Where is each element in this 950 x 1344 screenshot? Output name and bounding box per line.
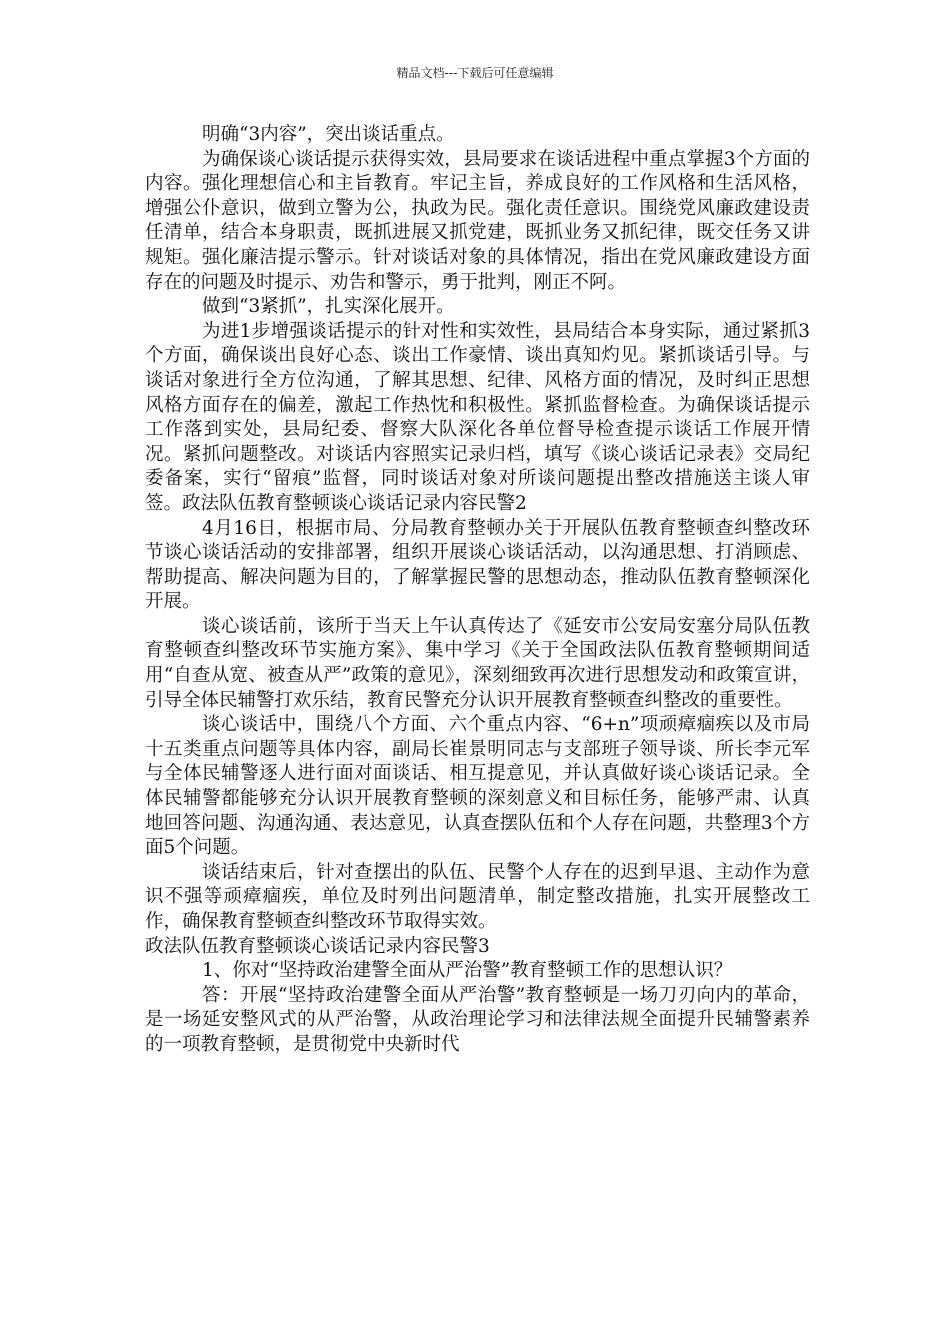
paragraph: 谈心谈话中，围绕八个方面、六个重点内容、“6+n”项顽瘴痼疾以及市局十五类重点问题等具体内容，副局长崔景明同志与支部班子领导谈、所长李元军与全体民辅警逐人进行面对面谈话、相互提意见，并认真做好谈心谈话记录。全体民辅警都能够充分认识开展教育整顿的深刻意义和目标任务，能够严肃、认真地回答问题、沟通沟通、表达意见，认真查摆队伍和个人存在问题，共整理3个方面5个问题。 <box>145 714 810 859</box>
paragraph: 为进1步增强谈话提示的针对性和实效性，县局结合本身实际，通过紧抓3个方面，确保谈出良好心态、谈出工作豪情、谈出真知灼见。紧抓谈话引导。与谈话对象进行全方位沟通，了解其思想、纪律、风格方面的情况，及时纠正思想风格方面存在的偏差，激起工作热忱和积极性。紧抓监督检查。为确保谈话提示工作落到实处，县局纪委、督察大队深化各单位督导检查提示谈话工作展开情况。紧抓问题整改。对谈话内容照实记录归档，填写《谈心谈话记录表》交局纪委备案，实行“留痕”监督，同时谈话对象对所谈问题提出整改措施送主谈人审签。政法队伍教育整顿谈心谈话记录内容民警2 <box>145 320 810 514</box>
paragraph: 做到“3紧抓”，扎实深化展开。 <box>202 296 455 318</box>
page-header: 精品文档---下载后可任意编辑 <box>396 66 554 80</box>
section-heading: 政法队伍教育整顿谈心谈话记录内容民警3 <box>145 935 490 957</box>
paragraph: 谈话结束后，针对查摆出的队伍、民警个人存在的迟到早退、主动作为意识不强等顽瘴痼疾，单位及时列出问题清单，制定整改措施，扎实开展整改工作，确保教育整顿查纠整改环节取得实效。 <box>145 861 810 932</box>
paragraph: 1、你对“坚持政治建警全面从严治警”教育整顿工作的思想认识？ <box>202 960 733 982</box>
paragraph: 为确保谈心谈话提示获得实效，县局要求在谈话进程中重点掌握3个方面的内容。强化理想信心和主旨教育。牢记主旨，养成良好的工作风格和生活风格，增强公仆意识，做到立警为公，执政为民。强化责任意识。围绕党风廉政建设责任清单，结合本身职责，既抓进展又抓党建，既抓业务又抓纪律，既交任务又讲规矩。强化廉洁提示警示。针对谈话对象的具体情况，指出在党风廉政建设方面存在的问题及时提示、劝告和警示，勇于批判，刚正不阿。 <box>145 148 810 293</box>
document-body <box>145 123 810 1058</box>
paragraph: 明确“3内容”，突出谈话重点。 <box>202 124 455 145</box>
paragraph: 谈心谈话前，该所于当天上午认真传达了《延安市公安局安塞分局队伍教育整顿查纠整改环节实施方案》、集中学习《关于全国政法队伍教育整顿期间适用“自查从宽、被查从严”政策的意见》，深刻细致再次进行思想发动和政策宣讲，引导全体民辅警打欢乐结，教育民警充分认识开展教育整顿查纠整改的重要性。 <box>145 615 810 711</box>
paragraph: 答：开展“坚持政治建警全面从严治警”教育整顿是一场刀刃向内的革命，是一场延安整风式的从严治警，从政治理论学习和法律法规全面提升民辅警素养的一项教育整顿，是贯彻党中央新时代 <box>145 984 810 1055</box>
paragraph: 4月16日，根据市局、分局教育整顿办关于开展队伍教育整顿查纠整改环节谈心谈话活动的安排部署，组织开展谈心谈话活动，以沟通思想、打消顾虑、帮助提高、解决问题为目的，了解掌握民警的思想动态，推动队伍教育整顿深化开展。 <box>145 517 810 613</box>
